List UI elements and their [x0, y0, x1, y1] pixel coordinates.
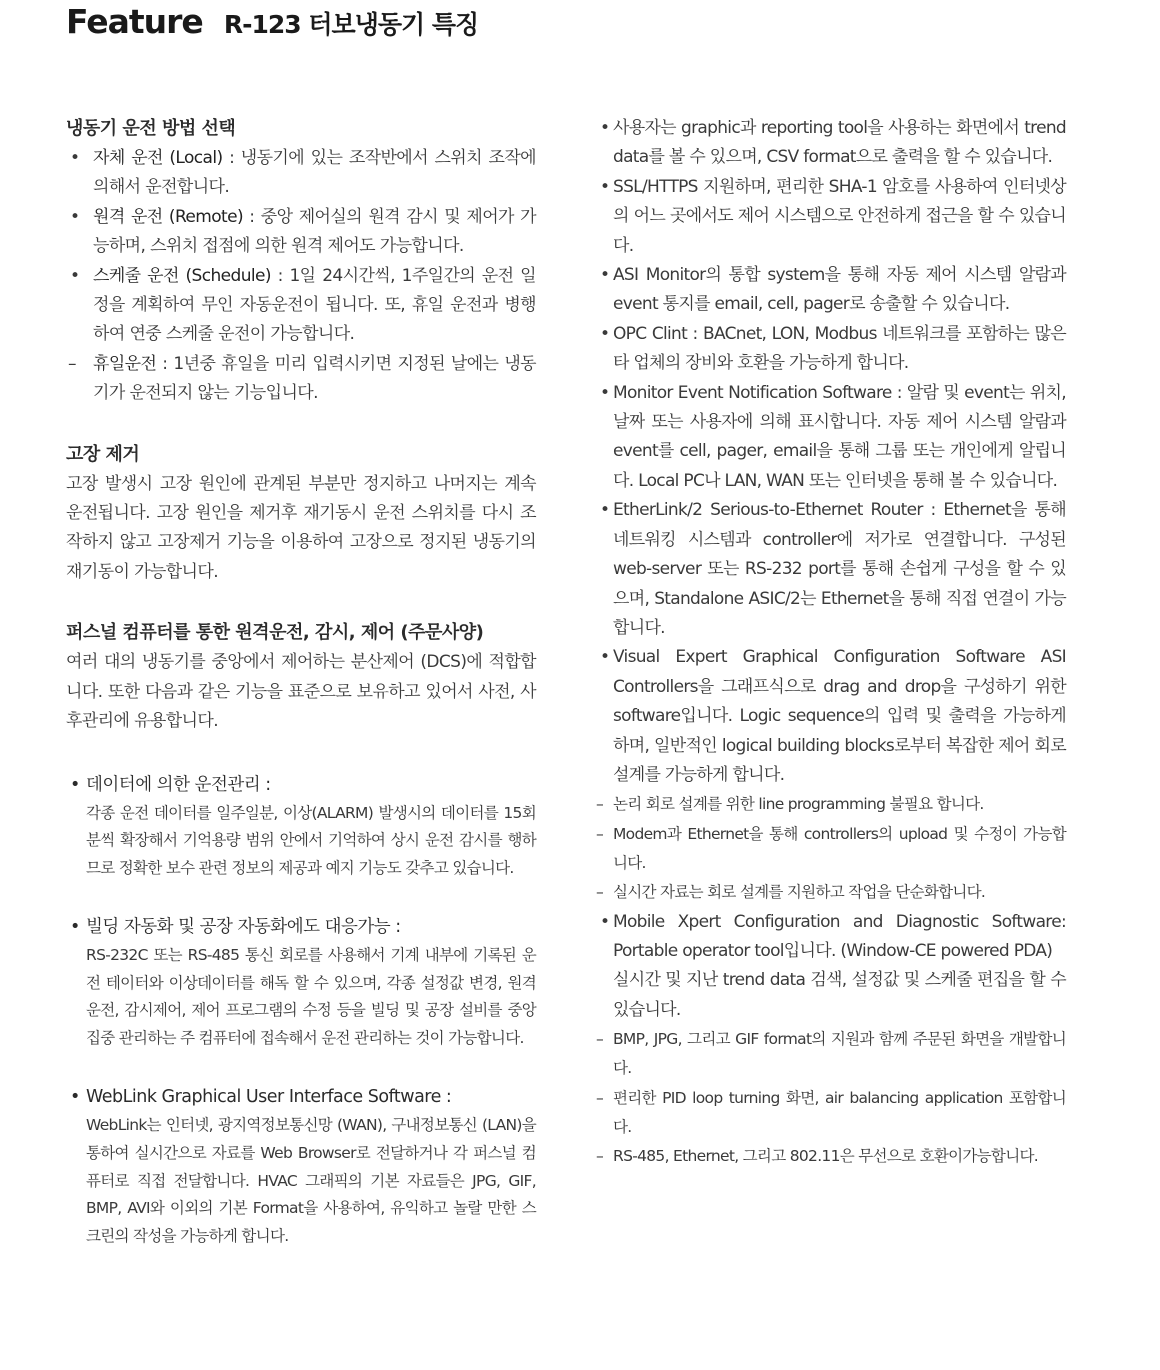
- bullet-marker: •: [70, 916, 80, 937]
- bullet-marker: •: [600, 647, 610, 668]
- item-text: RS-485, Ethernet, 그리고 802.11은 무선으로 호환이가능합니다.: [613, 1147, 1038, 1166]
- subsection-body: RS-232C 또는 RS-485 통신 회로를 사용해서 기계 내부에 기록된 운전 테이터와 이상데이터를 해독 할 수 있으며, 각종 설정값 변경, 원격 운전, 감시제어, 제어 프로그램의 수정 등을 빌딩 및 공장 설비를 중앙 집중 관리하는 주 컴퓨터에 접속해서 운전 관리하는 것이 가능합니다.: [86, 945, 536, 1048]
- item-continuation: 실시간 및 지난 trend data 검색, 설정값 및 스케줄 편집을 할 수 있습니다.: [613, 970, 1066, 1020]
- list-item: [596, 379, 1066, 497]
- bullet-marker: •: [600, 265, 610, 286]
- bullet-marker: •: [70, 265, 80, 286]
- subsection-body: WebLink는 인터넷, 광지역정보통신망 (WAN), 구내정보통신 (LAN)을 통하여 실시간으로 자료를 Web Browser로 전달하거나 각 퍼스널 컴퓨터로 직접 전달합니다. HVAC 그래픽의 기본 자료들은 JPG, GIF, BMP, AVI와 이외의 기본 Format을 사용하여, 유익하고 놀랄 만한 스크린의 작성을 가능하게 합니다.: [86, 1116, 536, 1246]
- section-body: 고장 발생시 고장 원인에 관계된 부분만 정지하고 나머지는 계속 운전됩니다. 고장 원인을 제거후 재기동시 운전 스위치를 다시 조작하지 않고 고장제거 기능을 이용하여 고장으로 정지된 냉동기의 재기동이 가능합니다.: [66, 473, 536, 582]
- feature-heading: Feature: [66, 2, 203, 41]
- list-item: [596, 790, 1066, 819]
- bullet-marker: •: [70, 1087, 80, 1108]
- subsection-title-text: 데이터에 의한 운전관리 :: [86, 774, 271, 795]
- item-lead: 자체 운전 (Local): [93, 148, 223, 168]
- list-item: [66, 350, 536, 409]
- list-item: [596, 320, 1066, 379]
- list-item: [596, 820, 1066, 879]
- item-text: Modem과 Ethernet을 통해 controllers의 upload 및 수정이 가능합니다.: [613, 824, 1066, 872]
- dash-marker: –: [596, 1147, 604, 1166]
- bullet-marker: •: [600, 911, 610, 932]
- item-text: OPC Clint : BACnet, LON, Modbus 네트워크를 포함하는 많은 타 업체의 장비와 호환을 가능하게 합니다.: [613, 323, 1066, 374]
- item-text: EtherLink/2 Serious-to-Ethernet Router : Ethernet을 통해 네트워킹 시스템과 controller에 저가로 연결합니다. 구성된 web-server 또는 RS-232 port를 통해 손쉽게 구성을 할 수 있으며, Standalone ASIC/2는 Ethernet을 통해 직접 연결이 가능합니다.: [613, 500, 1066, 638]
- dash-marker: –: [596, 1088, 604, 1107]
- dash-marker: –: [596, 795, 604, 814]
- list-item: [596, 261, 1066, 320]
- page-title: R-123 터보냉동기 특징: [223, 10, 479, 39]
- item-text: BMP, JPG, 그리고 GIF format의 지원과 함께 주문된 화면을 개발합니다.: [613, 1030, 1066, 1078]
- bullet-marker: •: [600, 323, 610, 344]
- subsection-title-text: 빌딩 자동화 및 공장 자동화에도 대응가능 :: [86, 916, 401, 937]
- section-title: 퍼스널 컴퓨터를 통한 원격운전, 감시, 제어 (주문사양): [66, 622, 484, 644]
- subsection-title-text: WebLink Graphical User Interface Software :: [86, 1087, 452, 1108]
- list-item: [66, 144, 536, 203]
- right-column: [596, 114, 1066, 1172]
- item-lead: 휴일운전: [93, 353, 157, 374]
- left-column: [66, 114, 536, 1251]
- section-body: 여러 대의 냉동기를 중앙에서 제어하는 분산제어 (DCS)에 적합합니다. 또한 다음과 같은 기능을 표준으로 보유하고 있어서 사전, 사후관리에 유용합니다.: [66, 652, 536, 732]
- item-lead: 스케줄 운전 (Schedule): [93, 265, 271, 286]
- subsection-title: [66, 771, 536, 800]
- list-item: [66, 203, 536, 262]
- bullet-marker: •: [70, 206, 80, 227]
- item-text: 편리한 PID loop turning 화면, air balancing application 포함합니다.: [613, 1088, 1066, 1137]
- item-text: : 1년중 휴일을 미리 입력시키면 지정된 날에는 냉동기가 운전되지 않는 기능입니다.: [93, 353, 536, 404]
- item-text: Monitor Event Notification Software : 알람 및 event는 위치, 날짜 또는 사용자에 의해 표시합니다. 자동 제어 시스템 알람과 event를 cell, pager, email을 통해 그룹 또는 개인에게 알립니다. Local PC나 LAN, WAN 또는 인터넷을 통해 볼 수 있습니다.: [613, 382, 1066, 491]
- list-item: [66, 262, 536, 350]
- list-item: [596, 878, 1066, 907]
- list-item: [596, 496, 1066, 643]
- dash-marker: –: [68, 353, 76, 374]
- item-text: : 냉동기에 있는 조작반에서 스위치 조작에 의해서 운전합니다.: [93, 148, 536, 198]
- subsection-weblink: [66, 1083, 536, 1251]
- section-fault-clear: [66, 440, 536, 588]
- item-text: 사용자는 graphic과 reporting tool을 사용하는 화면에서 trend data를 볼 수 있으며, CSV format으로 출력을 할 수 있습니다.: [613, 118, 1066, 168]
- item-text: 논리 회로 설계를 위한 line programming 불필요 합니다.: [613, 795, 984, 814]
- item-text: : 1일 24시간씩, 1주일간의 운전 일정을 계획하여 무인 자동운전이 됩니다. 또, 휴일 운전과 병행하여 연중 스케줄 운전이 가능합니다.: [93, 265, 536, 345]
- bullet-marker: •: [600, 118, 610, 138]
- subsection-data-management: [66, 771, 536, 883]
- dash-marker: –: [596, 1030, 604, 1049]
- item-text: 실시간 자료는 회로 설계를 지원하고 작업을 단순화합니다.: [613, 883, 986, 902]
- section-operation-mode: [66, 114, 536, 409]
- list-item: [596, 114, 1066, 173]
- bullet-marker: •: [600, 500, 610, 521]
- dash-marker: –: [596, 883, 604, 902]
- item-text: SSL/HTTPS 지원하며, 편리한 SHA-1 암호를 사용하여 인터넷상의 어느 곳에서도 제어 시스템으로 안전하게 접근을 할 수 있습니다.: [613, 176, 1066, 256]
- bullet-marker: •: [600, 176, 610, 197]
- subsection-title: [66, 1083, 536, 1112]
- bullet-marker: •: [70, 148, 80, 168]
- subsection-body: 각종 운전 데이터를 일주일분, 이상(ALARM) 발생시의 데이터를 15회분씩 확장해서 기억용량 범위 안에서 기억하여 상시 운전 감시를 행하므로 정확한 보수 관련 정보의 제공과 예지 기능도 갖추고 있습니다.: [86, 803, 536, 878]
- dash-marker: –: [596, 824, 604, 843]
- page-header: [66, 2, 478, 41]
- list-item: [596, 1142, 1066, 1171]
- section-title: 고장 제거: [66, 443, 140, 465]
- bullet-marker: •: [600, 382, 610, 403]
- list-item: [596, 643, 1066, 790]
- bullet-marker: •: [70, 774, 80, 795]
- item-text: ASI Monitor의 통합 system을 통해 자동 제어 시스템 알람과 event 통지를 email, cell, pager로 송출할 수 있습니다.: [613, 265, 1066, 315]
- section-remote-pc: [66, 618, 536, 1251]
- list-item: [596, 173, 1066, 261]
- subsection-building-automation: [66, 913, 536, 1053]
- subsection-title: [66, 913, 536, 942]
- item-text: Visual Expert Graphical Configuration Software ASI Controllers을 그래프식으로 drag and drop을 구성하기 위한 software입니다. Logic sequence의 입력 및 출력을 가능하게 하며, 일반적인 logical building blocks로부터 복잡한 제어 회로 설계를 가능하게 합니다.: [613, 647, 1066, 785]
- list-item: [596, 1025, 1066, 1084]
- item-text: Mobile Xpert Configuration and Diagnostic Software: Portable operator tool입니다. (Window-CE powered PDA): [613, 911, 1066, 961]
- item-text: : 중앙 제어실의 원격 감시 및 제어가 가능하며, 스위치 접점에 의한 원격 제어도 가능합니다.: [93, 206, 536, 257]
- list-item: [596, 1084, 1066, 1143]
- section-title: 냉동기 운전 방법 선택: [66, 118, 236, 139]
- item-lead: 원격 운전 (Remote): [93, 206, 243, 227]
- list-item: [596, 908, 1066, 967]
